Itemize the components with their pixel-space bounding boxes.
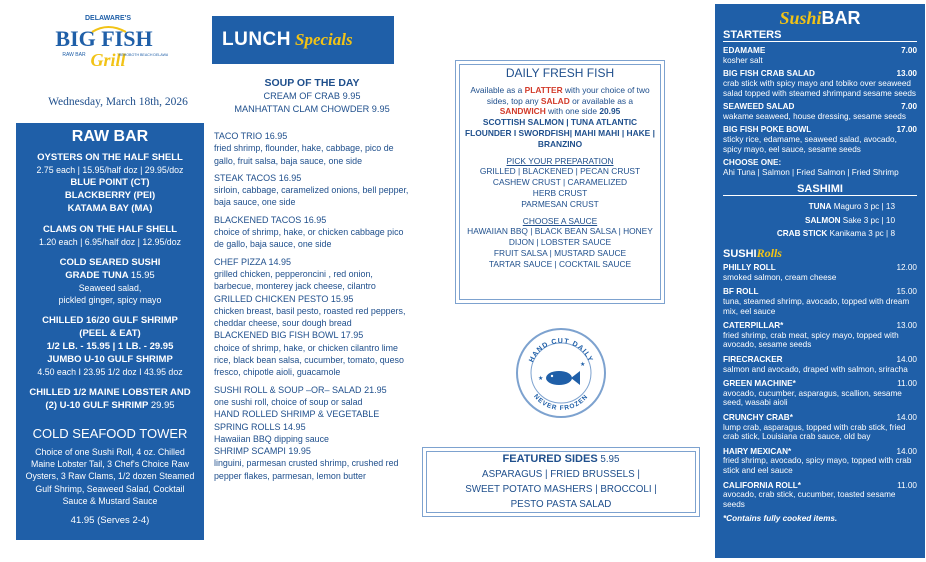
sushi-rolls-title: SUSHIRolls [723, 245, 782, 260]
lunch-item [214, 130, 414, 167]
lunch-item [214, 408, 414, 445]
sauce-title: CHOOSE A SAUCE [522, 215, 598, 226]
svg-text:HAND CUT DAILY [528, 338, 594, 363]
choose-one-list: Ahi Tuna | Salmon | Fried Salmon | Fried Shrimp [723, 167, 899, 177]
star-icon: ★ [538, 376, 544, 382]
tower-desc: Choice of one Sushi Roll, 4 oz. Chilled Maine Lobster Tail, 3 Chef's Choice Raw Oysters, 3 Raw Clams, 1/2 dozen Steamed Gulf Shrimp, Seaweed Salad, Cocktail Sauce & Mustard Sauce [25, 447, 195, 506]
sauce-option: TARTAR SAUCE | COCKTAIL SAUCE [488, 258, 632, 269]
jumbo-shrimp-price: 4.50 each I 23.95 1/2 doz I 43.95 doz [37, 367, 183, 377]
soup-price: 9.95 [342, 91, 361, 101]
sashimi-item: SALMON Sake 3 pc | 10 [805, 215, 895, 225]
lunch-item-name: SUSHI ROLL & SOUP –OR– SALAD [214, 384, 362, 395]
choose-one-title: CHOOSE ONE: [723, 158, 782, 168]
soup-of-the-day [212, 77, 412, 116]
hand-cut-seal [514, 326, 608, 420]
lunch-item [214, 384, 414, 409]
starter-item: EDAMAME 7.00 kosher salt [723, 46, 917, 65]
sashimi-item: CRAB STICK Kanikama 3 pc | 8 [776, 229, 895, 239]
sauce-option: FRUIT SALSA | MUSTARD SAUCE [493, 247, 627, 258]
sushi-bar-panel [715, 4, 925, 558]
lunch-item-desc: linguini, parmesan crusted shrimp, crushed red pepper flakes, parmesan, lemon butter [214, 458, 399, 481]
lunch-item-name: STEAK TACOS [214, 172, 277, 183]
lunch-item [214, 214, 414, 251]
sushi-bar-title: SushiBAR [779, 8, 861, 28]
starters-title: STARTERS [723, 31, 917, 43]
tuna-price: 15.95 [130, 270, 155, 281]
lunch-item-price: 14.95 [283, 421, 306, 432]
jumbo-shrimp-title: JUMBO U-10 GULF SHRIMP [47, 354, 173, 365]
oyster-type: KATAMA BAY (MA) [67, 203, 153, 214]
sushi-roll-item: CATERPILLAR* 13.00 fried shrimp, crab meat, spicy mayo, topped with avocado, sesame seeds [723, 321, 917, 350]
lunch-item-desc: Hawaiian BBQ dipping sauce [214, 433, 329, 444]
sushi-roll-item: CRUNCHY CRAB* 14.00 lump crab, asparagus, topped with crab stick, fried crab stick, Louisiana crab sauce, old bay [723, 413, 917, 442]
lunch-item [214, 256, 414, 293]
lunch-item-price: 16.95 [278, 172, 302, 183]
lunch-item-price: 16.95 [264, 131, 288, 141]
lunch-item-name: BLACKENED TACOS [214, 214, 302, 225]
lunch-specials-badge [212, 16, 394, 64]
raw-bar-panel [16, 123, 204, 540]
lunch-item-desc: one sushi roll, choice of soup or salad [214, 396, 363, 407]
lunch-item-name: HAND ROLLED SHRIMP & VEGETABLE SPRING ROLLS [214, 409, 380, 432]
lunch-item-name: GRILLED CHICKEN PESTO [214, 293, 329, 304]
oysters-title: OYSTERS ON THE HALF SHELL [37, 152, 183, 163]
starter-item: BIG FISH POKE BOWL 17.00 sticky rice, edamame, seaweed salad, avocado, spicy mayo, eel sauce, sesame seeds [723, 125, 917, 154]
lunch-item [214, 172, 414, 209]
shrimp-price: 1/2 LB. - 15.95 | 1 LB. - 29.95 [46, 341, 174, 352]
sushi-roll-item: FIRECRACKER 14.00 salmon and avocado, draped with salmon, sriracha [723, 355, 917, 374]
sides-line: SWEET POTATO MASHERS | BROCCOLI | [465, 484, 657, 495]
oyster-type: BLUE POINT (CT) [70, 177, 150, 188]
lunch-item-price: 16.95 [303, 214, 327, 225]
lunch-item-desc: fried shrimp, flounder, hake, cabbage, pico de gallo, fruit salsa, baja sauce, one side [214, 143, 394, 166]
tower-price: 41.95 (Serves 2-4) [70, 515, 150, 527]
tuna-title-2: GRADE TUNA [65, 270, 129, 281]
oyster-type: BLACKBERRY (PEI) [64, 190, 156, 201]
tuna-desc: Seaweed salad, [78, 283, 142, 293]
sushi-roll-item: PHILLY ROLL 12.00 smoked salmon, cream cheese [723, 263, 917, 282]
menu-date: Wednesday, March 18th, 2026 [48, 96, 188, 108]
sushi-roll-item: HAIRY MEXICAN* 14.00 fried shrimp, avocado, spicy mayo, topped with crab stick and eel sauce [723, 446, 917, 475]
preparation-option: PARMESAN CRUST [521, 198, 599, 209]
sushi-roll-item: CALIFORNIA ROLL* 11.00 avocado, crab stick, cucumber, toasted sesame seeds [723, 480, 917, 509]
lunch-item-name: SHRIMP SCAMPI [214, 446, 286, 457]
shrimp-title: CHILLED 16/20 GULF SHRIMP [42, 315, 178, 326]
raw-bar-title: RAW BAR [71, 128, 149, 145]
featured-sides-box [422, 447, 700, 517]
sides-price: 5.95 [600, 454, 620, 465]
seal-top-text: HAND CUT DAILY [528, 337, 594, 364]
sauce-option: HAWAIIAN BBQ | BLACK BEAN SALSA | HONEY DIJON | LOBSTER SAUCE [467, 226, 653, 248]
restaurant-logo [48, 8, 168, 88]
lunch-item-name: TACO TRIO [214, 131, 263, 141]
daily-fresh-fish-box [455, 60, 665, 304]
logo-top-text: DELAWARE'S [84, 15, 132, 22]
seal-bottom-text: NEVER FROZEN [532, 393, 590, 413]
sashimi-item: TUNA Maguro 3 pc | 13 [808, 201, 895, 211]
sides-line: PESTO PASTA SALAD [510, 499, 612, 510]
specials-badge-word: Specials [295, 30, 353, 49]
tower-title: COLD SEAFOOD TOWER [32, 426, 188, 441]
clams-price: 1.20 each | 6.95/half doz | 12.95/doz [38, 237, 181, 247]
fresh-fish-title: DAILY FRESH FISH [505, 66, 615, 80]
logo-main-text: BIG FISH [55, 26, 153, 51]
lunch-item-desc: choice of shrimp, hake, or chicken cilantro lime rice, black bean salsa, cucumber, tomato, queso fresco, chipotle aioli, guacamole [214, 342, 404, 378]
fresh-fish-intro: Available as a PLATTER with your choice of two sides, top any SALAD or available as a SANDWICH with one side 20.95 [470, 84, 650, 117]
sides-line: ASPARAGUS | FRIED BRUSSELS | [482, 469, 640, 480]
cooked-items-note: *Contains fully cooked items. [723, 514, 838, 524]
lobster-title-2: (2) U-10 GULF SHRIMP [45, 400, 149, 411]
lunch-badge-word: LUNCH [222, 29, 291, 50]
sushi-roll-item: BF ROLL 15.00 tuna, steamed shrimp, avocado, topped with dream mix, eel sauce [723, 287, 917, 316]
soup-name-2: MANHATTAN CLAM CHOWDER [234, 104, 370, 114]
sashimi-title: SASHIMI [723, 185, 917, 196]
lunch-item-price: 14.95 [268, 256, 292, 267]
fresh-fish-list: SCOTTISH SALMON | TUNA ATLANTIC FLOUNDER I SWORDFISH| MAHI MAHI | HAKE | BRANZINO [465, 117, 655, 149]
star-icon: ★ [580, 362, 586, 368]
lunch-item-price: 15.95 [330, 293, 354, 304]
preparation-option: HERB CRUST [532, 187, 588, 198]
lunch-items-list [214, 130, 414, 482]
preparation-title: PICK YOUR PREPARATION [506, 155, 614, 166]
tuna-title: COLD SEARED SUSHI [59, 257, 161, 268]
lunch-item-price: 21.95 [364, 384, 387, 395]
oysters-price: 2.75 each | 15.95/half doz | 29.95/doz [36, 165, 184, 175]
lunch-item-price: 19.95 [288, 446, 311, 457]
shrimp-title-2: (PEEL & EAT) [79, 328, 141, 339]
logo-sub-text: Grill [90, 50, 126, 70]
lunch-item [214, 293, 414, 330]
lunch-item-price: 17.95 [340, 330, 364, 341]
lunch-item-desc: grilled chicken, pepperoncini , red onion, barbecue, monterey jack cheese, cilantro [214, 268, 376, 292]
lunch-item-name: CHEF PIZZA [214, 256, 267, 267]
lunch-item-desc: choice of shrimp, hake, or chicken cabbage pico de gallo, baja sauce, one side [214, 227, 404, 250]
lunch-item [214, 445, 414, 482]
lunch-item [214, 329, 414, 378]
soup-title: SOUP OF THE DAY [264, 77, 360, 89]
fish-icon [546, 371, 580, 385]
logo-left-text: RAW BAR [62, 52, 86, 58]
preparation-option: CASHEW CRUST | CARAMELIZED [492, 177, 628, 188]
soup-name: CREAM OF CRAB [263, 91, 341, 101]
sushi-roll-item: GREEN MACHINE* 11.00 avocado, cucumber, asparagus, scallion, sesame seed, wasabi aioli [723, 379, 917, 408]
lunch-item-name: BLACKENED BIG FISH BOWL [214, 330, 339, 341]
lunch-item-desc: sirloin, cabbage, caramelized onions, bell pepper, baja sauce, one side [214, 185, 409, 208]
lobster-title: CHILLED 1/2 MAINE LOBSTER AND [29, 387, 191, 398]
preparation-option: GRILLED | BLACKENED | PECAN CRUST [479, 166, 641, 177]
starter-item: BIG FISH CRAB SALAD 13.00 crab stick with spicy mayo and tobiko over seaweed salad topped with steamed shrimpand sesame seeds [723, 69, 917, 98]
starter-item: SEAWEED SALAD 7.00 wakame seaweed, house dressing, sesame seeds [723, 102, 917, 121]
soup-price-2: 9.95 [371, 104, 390, 114]
sides-title: FEATURED SIDES [502, 453, 598, 465]
logo-right-text: REHOBOTH BEACH DELAWARE [118, 53, 168, 57]
lobster-price: 29.95 [150, 400, 175, 411]
lunch-item-desc: chicken breast, basil pesto, roasted red peppers, cheddar cheese, sour dough bread [214, 305, 406, 329]
clams-title: CLAMS ON THE HALF SHELL [42, 224, 178, 235]
tuna-desc-2: pickled ginger, spicy mayo [58, 295, 162, 305]
